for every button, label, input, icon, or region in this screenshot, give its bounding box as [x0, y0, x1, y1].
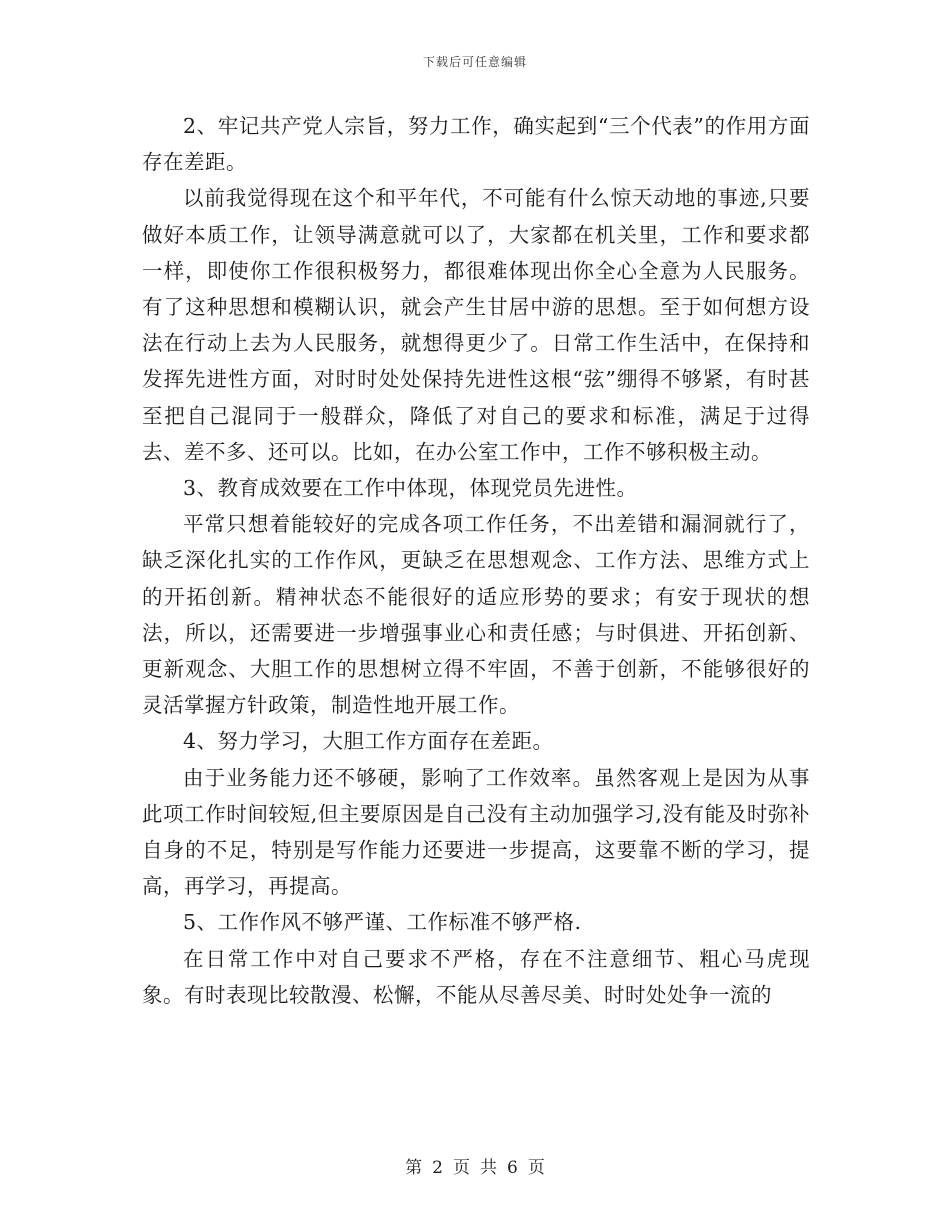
paragraph-item-2-heading: 2、牢记共产党人宗旨，努力工作，确实起到“三个代表”的作用方面存在差距。	[142, 114, 810, 175]
footer-current-page: 2	[432, 1158, 443, 1178]
paragraph-item-3-body: 平常只想着能较好的完成各项工作任务，不出差错和漏洞就行了，缺乏深化扎实的工作作风，更缺乏在思想观念、工作方法、思维方式上的开拓创新。精神状态不能很好的适应形势的要求；有安于现状的想法，所以，还需要进一步增强事业心和责任感；与时俱进、开拓创新、更新观念、大胆工作的思想树立得不牢固，不善于创新，不能够很好的灵活掌握方针政策，制造性地开展工作。	[142, 512, 810, 718]
paragraph-item-4-body: 由于业务能力还不够硬，影响了工作效率。虽然客观上是因为从事此项工作时间较短,但主要原因是自己没有主动加强学习,没有能及时弥补自身的不足，特别是写作能力还要进一步提高，这要靠不断的学习，提高，再学习，再提高。	[142, 765, 810, 899]
paragraph-item-2-body: 以前我觉得现在这个和平年代，不可能有什么惊天动地的事迹,只要做好本质工作，让领导满意就可以了，大家都在机关里，工作和要求都一样，即使你工作很积极努力，都很难体现出你全心全意为人民服务。有了这种思想和模糊认识，就会产生甘居中游的思想。至于如何想方设法在行动上去为人民服务，就想得更少了。日常工作生活中，在保持和发挥先进性方面，对时时处处保持先进性这根“弦”绷得不够紧，有时甚至把自己混同于一般群众，降低了对自己的要求和标准，满足于过得去、差不多、还可以。比如，在办公室工作中，工作不够积极主动。	[142, 186, 810, 464]
document-body	[142, 108, 810, 1013]
paragraph-item-4-heading: 4、努力学习，大胆工作方面存在差距。	[183, 729, 554, 754]
paragraph-item-3-heading: 3、教育成效要在工作中体现，体现党员先进性。	[183, 476, 638, 501]
page-header: 下载后可任意编辑	[422, 55, 527, 69]
footer-suffix: 页	[527, 1158, 545, 1178]
page-footer	[0, 1153, 950, 1178]
paragraph-item-5-heading: 5、工作作风不够严谨、工作标准不够严格.	[183, 910, 582, 935]
footer-page-word: 页	[453, 1158, 470, 1178]
footer-total-pages: 6	[507, 1158, 518, 1178]
paragraph-item-5-body: 在日常工作中对自己要求不严格，存在不注意细节、粗心马虎现象。有时表现比较散漫、松懈，不能从尽善尽美、时时处处争一流的	[142, 946, 810, 1007]
footer-prefix: 第	[405, 1158, 423, 1178]
footer-total-word: 共	[480, 1158, 497, 1178]
